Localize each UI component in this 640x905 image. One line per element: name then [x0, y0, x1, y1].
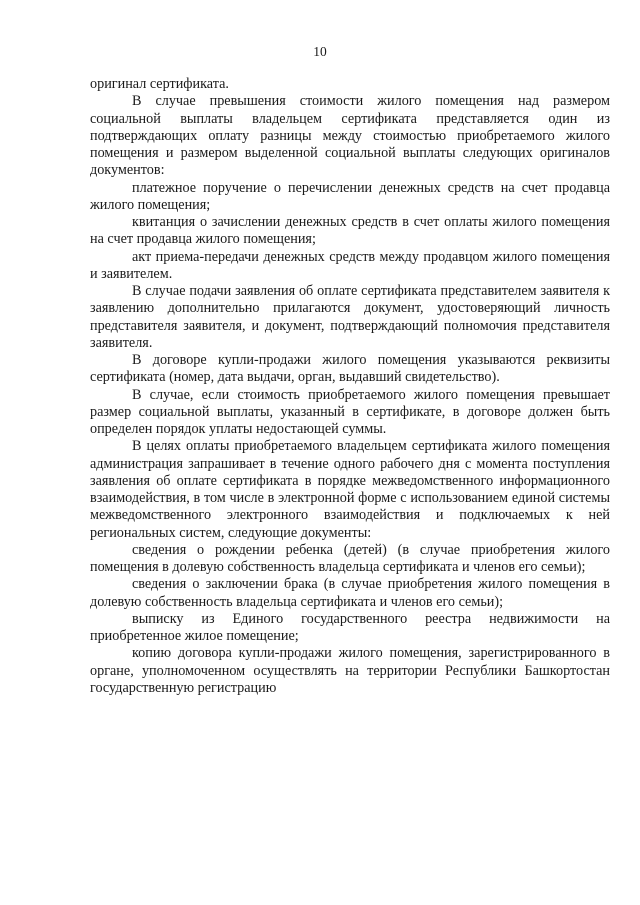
paragraph-10: сведения о рождении ребенка (детей) (в случае приобретения жилого помещения в долевую собственность владельца сертификата и членов его семьи); [90, 541, 610, 575]
paragraph-8: В случае, если стоимость приобретаемого жилого помещения превышает размер социальной выплаты, указанный в сертификате, в договоре должен быть определен порядок уплаты недостающей суммы. [90, 386, 610, 437]
paragraph-6: В случае подачи заявления об оплате сертификата представителем заявителя к заявлению дополнительно прилагаются документ, удостоверяющий личность представителя заявителя, и документ, подтверждающий полномочия представителя заявителя. [90, 283, 610, 351]
paragraph-13: копию договора купли-продажи жилого помещения, зарегистрированного в органе, уполномоченном осуществлять на территории Республики Башкортостан государственную регистрацию [90, 645, 610, 696]
paragraph-5: акт приема-передачи денежных средств между продавцом жилого помещения и заявителем. [90, 248, 610, 282]
paragraph-11: сведения о заключении брака (в случае приобретения жилого помещения в долевую собственность владельца сертификата и членов его семьи); [90, 576, 610, 610]
paragraph-3: платежное поручение о перечислении денежных средств на счет продавца жилого помещения; [90, 179, 610, 213]
page-number: 10 [313, 44, 327, 59]
paragraph-9: В целях оплаты приобретаемого владельцем сертификата жилого помещения администрация запрашивает в течение одного рабочего дня с момента поступления заявления об оплате сертификата в порядке межведомственного информационного взаимодействия, в том числе в электронной форме с использованием единой системы межведомственного электронного взаимодействия и подключаемых к ней региональных систем, следующие документы: [90, 438, 610, 541]
paragraph-1: оригинал сертификата. [90, 76, 229, 92]
paragraph-12: выписку из Единого государственного реестра недвижимости на приобретенное жилое помещение; [90, 610, 610, 644]
paragraph-4: квитанция о зачислении денежных средств в счет оплаты жилого помещения на счет продавца жилого помещения; [90, 214, 610, 248]
document-body [90, 76, 610, 697]
paragraph-7: В договоре купли-продажи жилого помещения указываются реквизиты сертификата (номер, дата выдачи, орган, выдавший свидетельство). [90, 352, 610, 386]
paragraph-2: В случае превышения стоимости жилого помещения над размером социальной выплаты владельцем сертификата представляется один из подтверждающих оплату разницы между стоимостью приобретаемого жилого помещения и размером выделенной социальной выплаты следующих оригиналов документов: [90, 93, 610, 179]
